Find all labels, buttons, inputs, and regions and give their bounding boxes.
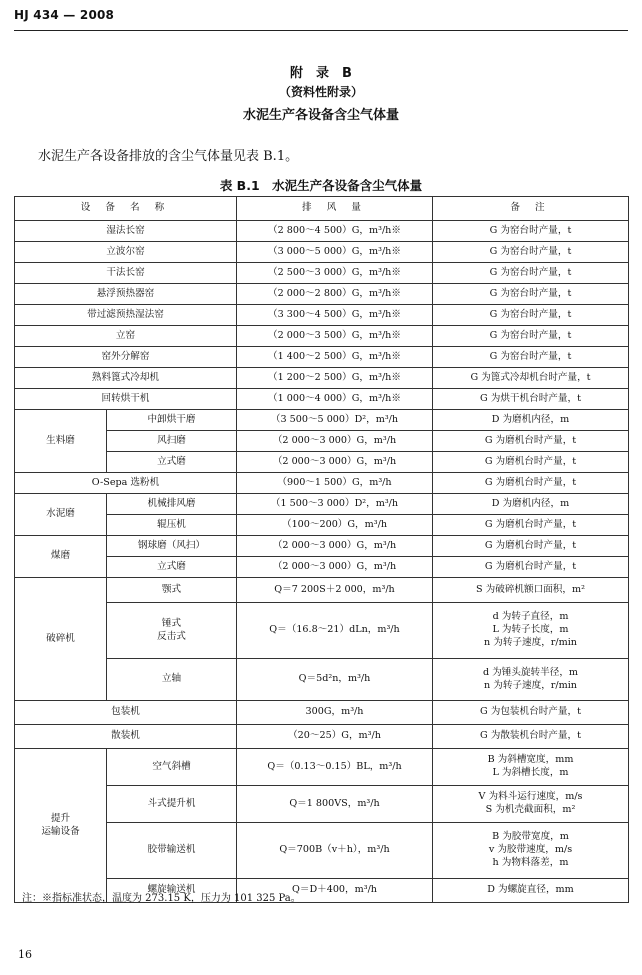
remark-line: B 为斜槽宽度，mm: [487, 754, 574, 766]
exhaust-cell: （3 500～5 000）D²，m³/h: [237, 410, 433, 431]
exhaust-cell: Q＝5d²n，m³/h: [237, 659, 433, 701]
remark-cell: G 为篦式冷却机台时产量，t: [433, 368, 629, 389]
group-cell-cement-mill: 水泥磨: [15, 494, 107, 536]
equipment-cell: 辊压机: [107, 515, 237, 536]
remark-cell: D 为磨机内径，m: [433, 494, 629, 515]
remark-cell: D 为螺旋直径，mm: [433, 879, 629, 903]
exhaust-cell: （2 000～3 000）G，m³/h: [237, 557, 433, 578]
remark-cell: G 为窑台时产量，t: [433, 326, 629, 347]
equipment-cell: 斗式提升机: [107, 786, 237, 823]
exhaust-cell: Q＝（16.8～21）dLn，m³/h: [237, 603, 433, 659]
equipment-cell: 立窑: [15, 326, 237, 347]
equipment-cell: 包装机: [15, 701, 237, 725]
dust-gas-volume-table: [14, 196, 629, 903]
equipment-cell: O-Sepa 选粉机: [15, 473, 237, 494]
remark-line: d 为锤头旋转半径，m: [482, 666, 579, 678]
table-row: [15, 536, 629, 557]
group-line: 提升: [50, 812, 71, 824]
exhaust-cell: （1 500～3 000）D²，m³/h: [237, 494, 433, 515]
exhaust-cell: （2 800～4 500）G，m³/h※: [237, 221, 433, 242]
table-row: [15, 389, 629, 410]
equipment-cell: 钢球磨（风扫）: [107, 536, 237, 557]
remark-cell: [433, 659, 629, 701]
table-row: [15, 749, 629, 786]
table-row: [15, 659, 629, 701]
header-rule: [14, 30, 628, 31]
remark-line: V 为料斗运行速度，m/s: [478, 791, 583, 803]
table-row: [15, 701, 629, 725]
table-row: [15, 410, 629, 431]
table-row: [15, 578, 629, 603]
remark-line: B 为胶带宽度，m: [492, 831, 569, 843]
remark-cell: G 为烘干机台时产量，t: [433, 389, 629, 410]
table-row: [15, 603, 629, 659]
table-row: [15, 725, 629, 749]
table-row: [15, 326, 629, 347]
equipment-cell: 中卸烘干磨: [107, 410, 237, 431]
table-row: [15, 823, 629, 879]
exhaust-cell: Q＝700B（v＋h），m³/h: [237, 823, 433, 879]
table-row: [15, 786, 629, 823]
table-row: [15, 242, 629, 263]
exhaust-cell: （2 000～3 000）G，m³/h: [237, 431, 433, 452]
equipment-cell: 胶带输送机: [107, 823, 237, 879]
remark-cell: S 为破碎机额口面积，m²: [433, 578, 629, 603]
remark-line: d 为转子直径，m: [492, 611, 569, 623]
exhaust-cell: （2 000～3 500）G，m³/h※: [237, 326, 433, 347]
equipment-cell: 空气斜槽: [107, 749, 237, 786]
remark-cell: [433, 749, 629, 786]
table-row: [15, 368, 629, 389]
header-remarks: 备 注: [433, 197, 629, 221]
remark-cell: G 为窑台时产量，t: [433, 284, 629, 305]
equipment-cell: 散装机: [15, 725, 237, 749]
remark-cell: G 为窑台时产量，t: [433, 221, 629, 242]
equipment-cell: 机械排风磨: [107, 494, 237, 515]
table-row: [15, 221, 629, 242]
remark-cell: G 为包装机台时产量，t: [433, 701, 629, 725]
remark-cell: G 为磨机台时产量，t: [433, 452, 629, 473]
group-line: 运输设备: [41, 825, 80, 837]
table-row: [15, 284, 629, 305]
remark-line: n 为转子速度，r/min: [484, 679, 577, 691]
equipment-cell: 熟料篦式冷却机: [15, 368, 237, 389]
exhaust-cell: Q＝D＋400，m³/h: [237, 879, 433, 903]
exhaust-cell: （1 000～4 000）G，m³/h※: [237, 389, 433, 410]
exhaust-cell: Q＝1 800VS，m³/h: [237, 786, 433, 823]
table-row: [15, 347, 629, 368]
group-cell-conveying: [15, 749, 107, 903]
remark-cell: G 为磨机台时产量，t: [433, 536, 629, 557]
remark-cell: G 为磨机台时产量，t: [433, 515, 629, 536]
appendix-title: 附 录 B: [290, 66, 352, 81]
equipment-cell: 立式磨: [107, 557, 237, 578]
remark-cell: G 为磨机台时产量，t: [433, 473, 629, 494]
table-row: [15, 557, 629, 578]
remark-line: n 为转子速度，r/min: [484, 636, 577, 648]
exhaust-cell: Q＝7 200S＋2 000，m³/h: [237, 578, 433, 603]
equipment-cell: 干法长窑: [15, 263, 237, 284]
remark-line: L 为斜槽长度，m: [492, 767, 569, 778]
standard-code: HJ 434 — 2008: [14, 8, 115, 22]
group-cell-raw-mill: 生料磨: [15, 410, 107, 473]
equipment-cell: 立轴: [107, 659, 237, 701]
table-row: [15, 515, 629, 536]
equipment-cell: 颚式: [107, 578, 237, 603]
exhaust-cell: （1 400～2 500）G，m³/h※: [237, 347, 433, 368]
table-row: [15, 305, 629, 326]
equipment-cell: [107, 603, 237, 659]
exhaust-cell: （1 200～2 500）G，m³/h※: [237, 368, 433, 389]
remark-cell: D 为磨机内径，m: [433, 410, 629, 431]
remark-cell: G 为窑台时产量，t: [433, 263, 629, 284]
header-equipment: 设 备 名 称: [15, 197, 237, 221]
table-title: 表 B.1 水泥生产各设备含尘气体量: [219, 178, 423, 193]
table-note: 注：※指标准状态，温度为 273.15 K，压力为 101 325 Pa。: [22, 893, 301, 904]
remark-cell: G 为磨机台时产量，t: [433, 431, 629, 452]
exhaust-cell: Q＝（0.13～0.15）BL，m³/h: [237, 749, 433, 786]
equipment-cell: 回转烘干机: [15, 389, 237, 410]
table-row: [15, 473, 629, 494]
exhaust-cell: （2 000～2 800）G，m³/h※: [237, 284, 433, 305]
equipment-cell: 风扫磨: [107, 431, 237, 452]
equipment-cell: 立式磨: [107, 452, 237, 473]
exhaust-cell: （2 000～3 000）G，m³/h: [237, 536, 433, 557]
appendix-name: 水泥生产各设备含尘气体量: [242, 108, 399, 123]
remark-cell: G 为窑台时产量，t: [433, 242, 629, 263]
table-row: [15, 494, 629, 515]
equipment-cell: 悬浮预热器窑: [15, 284, 237, 305]
remark-cell: G 为散装机台时产量，t: [433, 725, 629, 749]
exhaust-cell: （2 000～3 000）G，m³/h: [237, 452, 433, 473]
exhaust-cell: （20～25）G，m³/h: [237, 725, 433, 749]
remark-cell: G 为磨机台时产量，t: [433, 557, 629, 578]
equipment-line: 反击式: [157, 630, 186, 642]
equipment-cell: 螺旋输送机: [107, 879, 237, 903]
table-row: [15, 263, 629, 284]
remark-cell: G 为窑台时产量，t: [433, 305, 629, 326]
group-cell-coal-mill: 煤磨: [15, 536, 107, 578]
exhaust-cell: （100～200）G，m³/h: [237, 515, 433, 536]
remark-cell: [433, 823, 629, 879]
exhaust-cell: （900～1 500）G，m³/h: [237, 473, 433, 494]
page-number: 16: [18, 948, 32, 961]
table-header-row: [15, 197, 629, 221]
remark-line: L 为转子长度，m: [492, 624, 569, 636]
intro-paragraph: 水泥生产各设备排放的含尘气体量见表 B.1。: [38, 149, 299, 164]
remark-line: v 为胶带速度，m/s: [488, 844, 573, 856]
exhaust-cell: （3 000～5 000）G，m³/h※: [237, 242, 433, 263]
appendix-subtitle: （资料性附录）: [278, 85, 363, 99]
remark-cell: [433, 603, 629, 659]
equipment-cell: 带过滤预热湿法窑: [15, 305, 237, 326]
exhaust-cell: （3 300～4 500）G，m³/h※: [237, 305, 433, 326]
remark-line: h 为物料落差，m: [492, 856, 569, 868]
group-cell-crusher: 破碎机: [15, 578, 107, 701]
equipment-line: 锤式: [161, 617, 182, 629]
equipment-cell: 立波尔窑: [15, 242, 237, 263]
equipment-cell: 湿法长窑: [15, 221, 237, 242]
header-exhaust: 排 风 量: [237, 197, 433, 221]
table-row: [15, 431, 629, 452]
remark-line: S 为机壳截面积，m²: [485, 804, 576, 815]
equipment-cell: 窑外分解窑: [15, 347, 237, 368]
table-row: [15, 452, 629, 473]
exhaust-cell: （2 500～3 000）G，m³/h※: [237, 263, 433, 284]
remark-cell: G 为窑台时产量，t: [433, 347, 629, 368]
remark-cell: [433, 786, 629, 823]
exhaust-cell: 300G，m³/h: [237, 701, 433, 725]
